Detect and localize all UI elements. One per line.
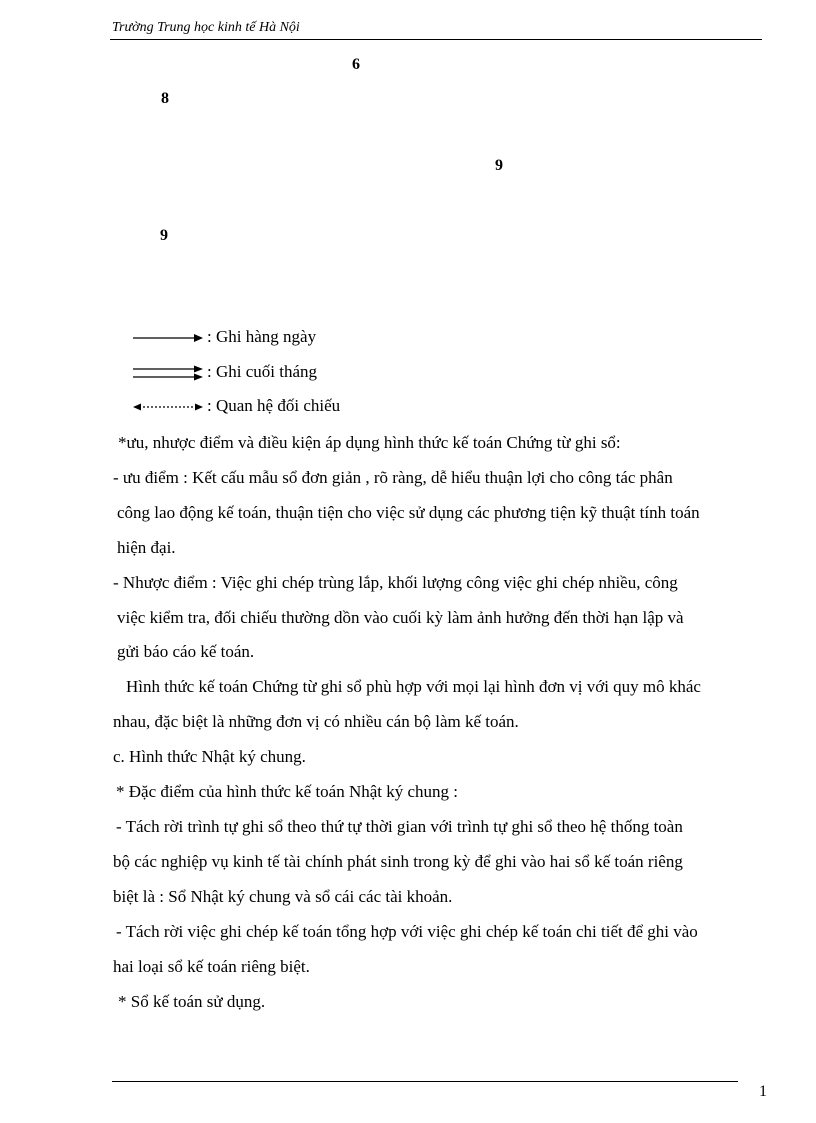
advantages-line: hiện đại. bbox=[117, 537, 176, 557]
advantages-line: - ưu điểm : Kết cấu mẫu sổ đơn giản , rõ ràng, dễ hiểu thuận lợi cho công tác phân bbox=[113, 467, 673, 487]
page-number: 1 bbox=[759, 1083, 767, 1100]
heading-advantages-disadvantages: *ưu, nhược điểm và điều kiện áp dụng hình thức kế toán Chứng từ ghi sổ: bbox=[118, 433, 621, 452]
feature-line: - Tách rời trình tự ghi sổ theo thứ tự thời gian với trình tự ghi sổ theo hệ thống toàn bbox=[116, 816, 683, 836]
arrow-right-icon bbox=[133, 329, 205, 347]
legend-label: : Ghi cuối tháng bbox=[207, 362, 318, 381]
disadvantages-line: - Nhược điểm : Việc ghi chép trùng lắp, khối lượng công việc ghi chép nhiều, công bbox=[113, 572, 678, 592]
applicability-line: nhau, đặc biệt là những đơn vị có nhiều cán bộ làm kế toán. bbox=[113, 712, 519, 732]
diagram-number: 9 bbox=[495, 157, 503, 174]
diagram-number: 6 bbox=[352, 56, 360, 73]
feature-line: hai loại sổ kế toán riêng biệt. bbox=[113, 956, 310, 976]
books-heading: * Sổ kế toán sử dụng. bbox=[118, 991, 266, 1011]
diagram-number: 8 bbox=[161, 90, 169, 107]
header-title: Trường Trung học kinh tế Hà Nội bbox=[112, 20, 300, 35]
section-heading: c. Hình thức Nhật ký chung. bbox=[113, 747, 306, 767]
applicability-line: Hình thức kế toán Chứng từ ghi sổ phù hợp với mọi lại hình đơn vị với quy mô khác bbox=[126, 677, 701, 697]
diagram-number: 9 bbox=[160, 227, 168, 244]
dotted-double-arrow-icon bbox=[133, 398, 205, 416]
legend-label: : Ghi hàng ngày bbox=[207, 327, 317, 346]
footer-divider bbox=[112, 1081, 738, 1082]
feature-line: biệt là : Sổ Nhật ký chung và sổ cái các tài khoản. bbox=[113, 886, 453, 906]
feature-line: - Tách rời việc ghi chép kế toán tổng hợp với việc ghi chép kế toán chi tiết để ghi vào bbox=[116, 921, 698, 941]
disadvantages-line: gửi báo cáo kế toán. bbox=[117, 642, 255, 662]
legend-label: : Quan hệ đối chiếu bbox=[207, 396, 341, 415]
disadvantages-line: việc kiểm tra, đối chiếu thường dồn vào cuối kỳ làm ảnh hưởng đến thời hạn lập và bbox=[117, 607, 684, 627]
features-heading: * Đặc điểm của hình thức kế toán Nhật ký chung : bbox=[116, 782, 459, 802]
feature-line: bộ các nghiệp vụ kinh tế tài chính phát sinh trong kỳ để ghi vào hai sổ kế toán riêng bbox=[113, 851, 683, 871]
double-arrow-right-icon bbox=[133, 364, 205, 382]
document-body bbox=[113, 426, 761, 1019]
header-divider bbox=[110, 39, 762, 40]
advantages-line: công lao động kế toán, thuận tiện cho việc sử dụng các phương tiện kỹ thuật tính toán bbox=[117, 502, 700, 522]
paragraph-line bbox=[113, 461, 761, 496]
